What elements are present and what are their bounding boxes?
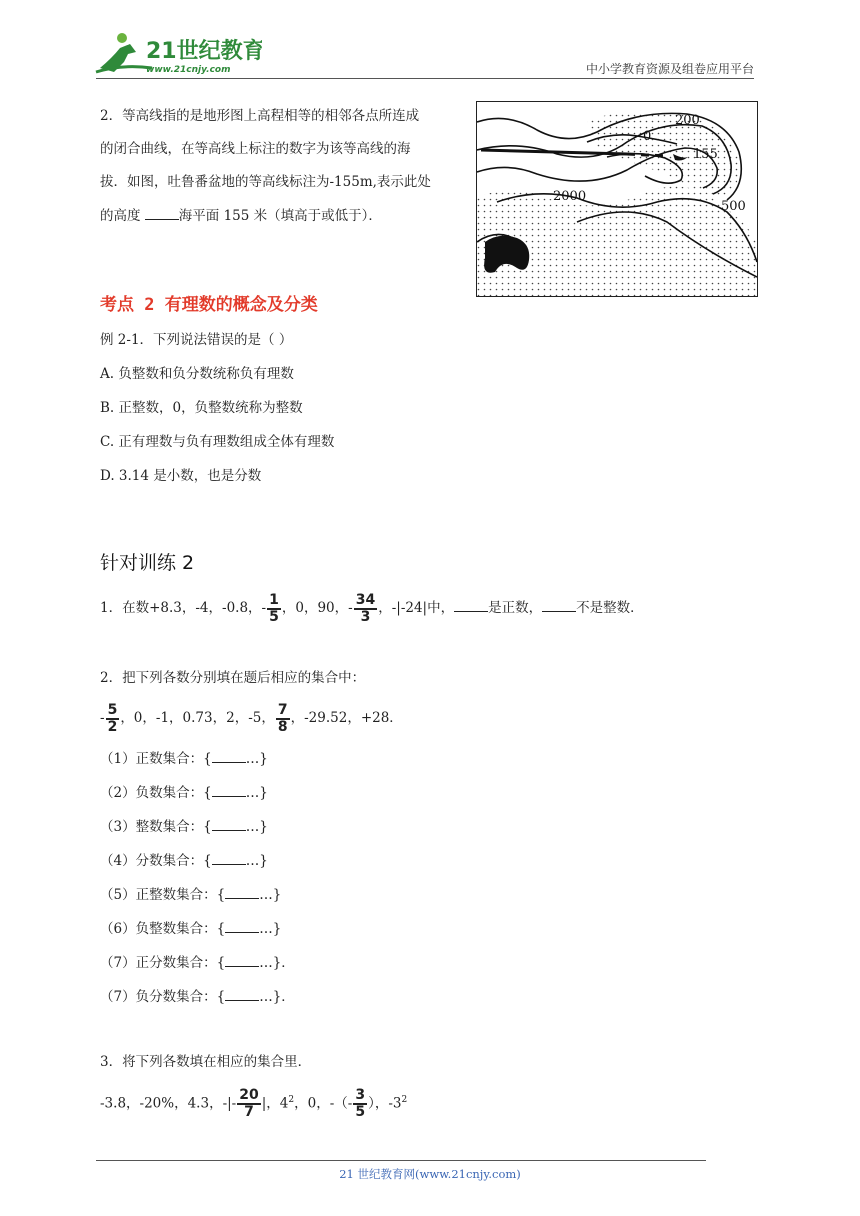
contour-label-155: 155 (693, 147, 718, 162)
training-heading: 针对训练 2 (100, 552, 195, 574)
fraction: $\frac{3}{5}$ (355, 1087, 366, 1120)
example-option-a: A. 负整数和负分数统称负有理数 (100, 366, 294, 382)
site-logo (92, 28, 262, 80)
fraction: $\frac{34}{3}$ (355, 591, 376, 625)
example-stem: 例 2-1．下列说法错误的是（ ） (100, 332, 293, 348)
q2-line-3: 拔．如图，吐鲁番盆地的等高线标注为-155m,表示此处 (100, 174, 431, 190)
header-platform-text: 中小学教育资源及组卷应用平台 (585, 62, 754, 76)
answer-blank[interactable] (454, 597, 488, 612)
t3-stem: 3．将下列各数填在相应的集合里． (100, 1054, 312, 1070)
t1-question: 1．在数+8.3，-4，-0.8，- $\frac{1}{5}$ ，0，90，- $\frac{34}{3}$ ，-|-24|中， 是正数， 不是整数． (100, 591, 644, 625)
q2-line-2: 的闭合曲线，在等高线上标注的数字为该等高线的海 (100, 141, 411, 157)
header-divider (96, 78, 754, 79)
svg-text:21世纪教育: 21世纪教育 (146, 39, 262, 64)
q2-line-4: 的高度 海平面 155 米（填高于或低于）． (100, 205, 382, 226)
set-row: （7）正分数集合：{ …}． (100, 952, 295, 973)
set-row: （1）正数集合：{ …} (100, 748, 268, 769)
answer-blank[interactable] (225, 918, 259, 933)
t2-stem: 2．把下列各数分别填在题后相应的集合中： (100, 670, 366, 686)
set-row: （3）整数集合：{ …} (100, 816, 268, 837)
answer-blank[interactable] (225, 952, 259, 967)
answer-blank[interactable] (225, 986, 259, 1001)
fraction: $\frac{1}{5}$ (269, 591, 279, 625)
set-row: （7）负分数集合：{ …}． (100, 986, 295, 1007)
q2-line-1: 2．等高线指的是地形图上高程相等的相邻各点所连成 (100, 108, 420, 124)
example-option-b: B. 正整数，0，负整数统称为整数 (100, 400, 303, 416)
set-row: （6）负整数集合：{ …} (100, 918, 281, 939)
example-option-c: C. 正有理数与负有理数组成全体有理数 (100, 434, 335, 450)
fraction: $\frac{5}{2}$ (107, 701, 118, 735)
answer-blank[interactable] (225, 884, 259, 899)
contour-label-500: 500 (721, 199, 746, 214)
footer-divider (96, 1160, 706, 1161)
contour-map-figure (476, 101, 758, 297)
t2-numbers: - $\frac{5}{2}$ ，0，-1，0.73，2，-5， $\frac{7}{8}$ ，-29.52，+28． (100, 701, 403, 735)
answer-blank[interactable] (212, 748, 246, 763)
fraction: $\frac{7}{8}$ (277, 701, 288, 735)
example-option-d: D. 3.14 是小数，也是分数 (100, 468, 262, 484)
footer-text[interactable]: 21 世纪教育网(www.21cnjy.com) (339, 1167, 521, 1181)
answer-blank[interactable] (212, 782, 246, 797)
contour-label-200: 200 (675, 113, 700, 128)
answer-blank[interactable] (212, 816, 246, 831)
answer-blank[interactable] (212, 850, 246, 865)
set-row: （2）负数集合：{ …} (100, 782, 268, 803)
set-row: （4）分数集合：{ …} (100, 850, 268, 871)
answer-blank[interactable] (542, 597, 576, 612)
contour-label-2000: 2000 (553, 189, 587, 204)
answer-blank[interactable] (145, 205, 179, 220)
fraction: $\frac{20}{7}$ (239, 1087, 259, 1120)
t3-numbers: -3.8，-20%，4.3，-|- $\frac{20}{7}$ |，$4^2$，0，-（- $\frac{3}{5}$ ），$-3^2$ (100, 1087, 408, 1120)
svg-text:www.21cnjy.com: www.21cnjy.com (146, 65, 231, 75)
set-row: （5）正整数集合：{ …} (100, 884, 281, 905)
runner-logo-icon (96, 33, 152, 72)
section-heading: 考点 2 有理数的概念及分类 (100, 295, 318, 315)
contour-label-0: 0 (643, 129, 652, 144)
